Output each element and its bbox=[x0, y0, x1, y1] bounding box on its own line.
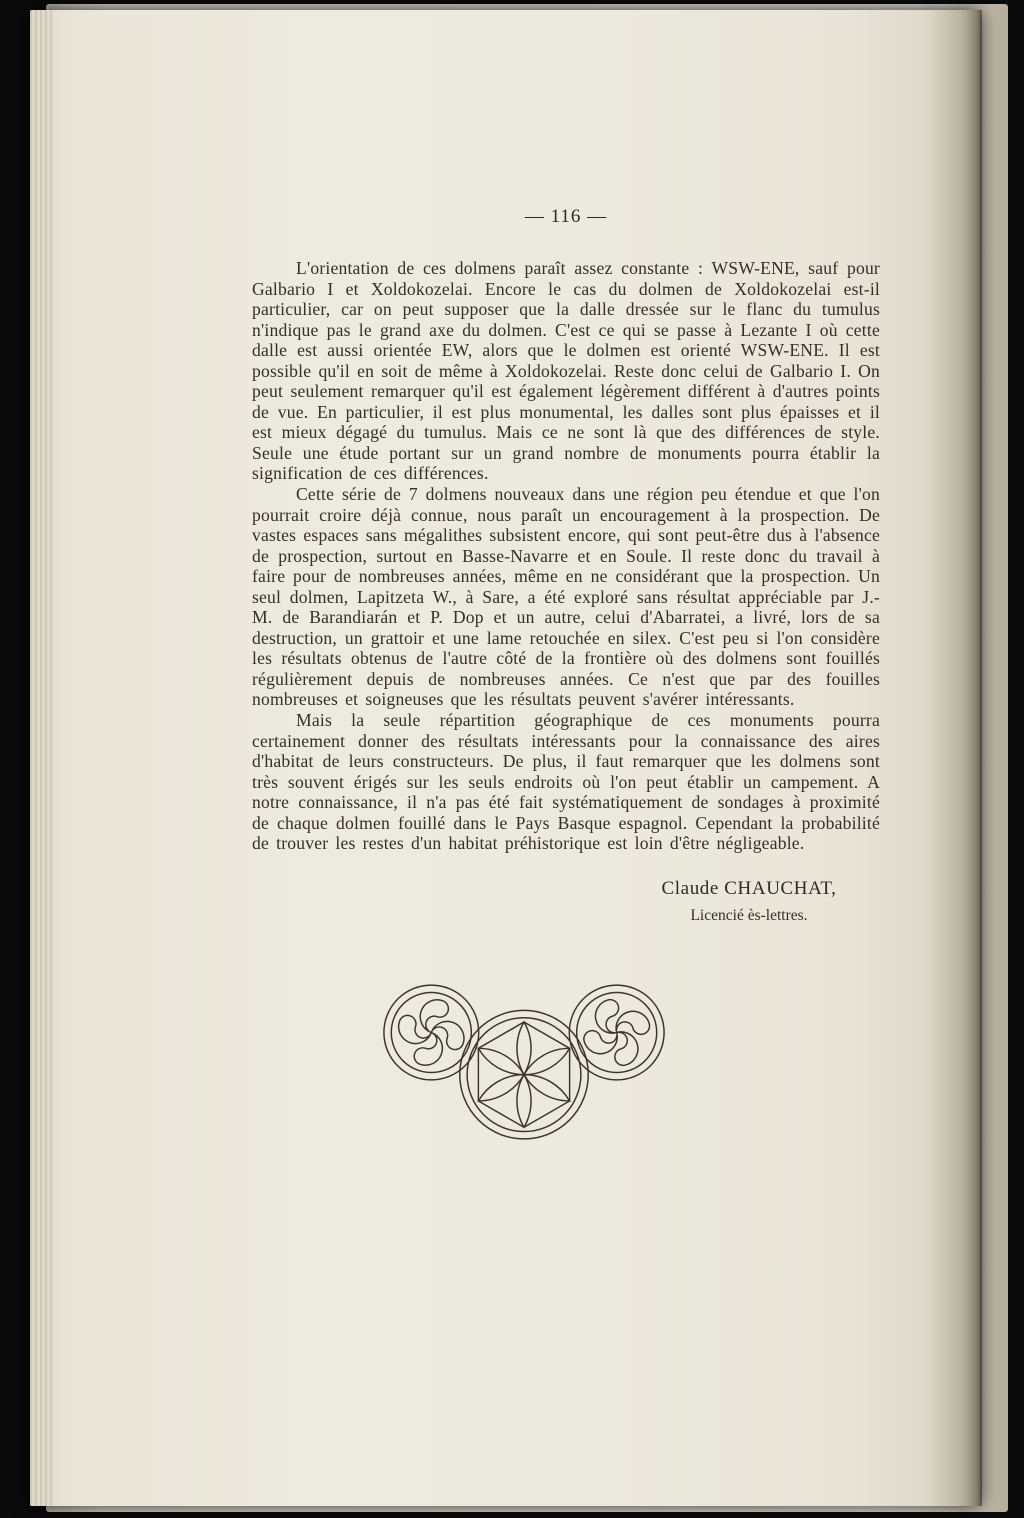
basque-lauburu-rosette-ornament-icon bbox=[376, 983, 672, 1141]
author-signature bbox=[624, 878, 874, 925]
right-lauburu-medallion bbox=[569, 985, 664, 1080]
center-rosette-medallion bbox=[460, 1010, 589, 1139]
book-page bbox=[30, 10, 980, 1506]
paragraph-1: L'orientation de ces dolmens paraît assez constante : WSW-ENE, sauf pour Galbario I et Xoldokozelai. Encore le cas du dolmen de Xoldokozelai est-il particulier, car on peut supposer que la dalle dressée sur le flanc du tumulus n'indique pas le grand axe du dolmen. C'est ce qui se passe à Lezante I où cette dalle est aussi orientée EW, alors que le dolmen est orienté WSW-ENE. Il est possible qu'il en soit de même à Xoldokozelai. Reste donc celui de Galbario I. On peut seulement remarquer qu'il est également légèrement différent à d'autres points de vue. En particulier, il est plus monumental, les dalles sont plus épaisses et il est mieux dégagé du tumulus. Mais ce ne sont là que des différences de style. Seule une étude portant sur un grand nombre de monuments pourra établir la signification de ces différences. bbox=[252, 258, 880, 484]
author-name: Claude CHAUCHAT, bbox=[661, 877, 837, 899]
paragraph-2: Cette série de 7 dolmens nouveaux dans une région peu étendue et que l'on pourrait croire déjà connue, nous paraît un encouragement à la prospection. De vastes espaces sans mégalithes subsistent encore, qui sont peut-être dus à l'absence de prospection, surtout en Basse-Navarre et en Soule. Il reste donc du travail à faire pour de nombreuses années, même en ne considérant que la prospection. Un seul dolmen, Lapitzeta W., à Sare, a été exploré sans résultat appréciable par J.-M. de Barandiarán et P. Dop et un autre, celui d'Abarratei, a livré, lors de sa destruction, un grattoir et une lame retouchée en silex. C'est peu si l'on considère les résultats obtenus de l'autre côté de la frontière où des dolmens sont fouillés régulièrement depuis de nombreuses années. Ce n'est que par des fouilles nombreuses et soigneuses que les résultats peuvent s'avérer intéressants. bbox=[252, 484, 880, 710]
body-text bbox=[252, 258, 880, 854]
author-title: Licencié ès-lettres. bbox=[690, 906, 808, 924]
page-number: — 116 — bbox=[524, 206, 608, 227]
left-lauburu-medallion bbox=[384, 985, 479, 1080]
book-gutter-page-stack bbox=[30, 10, 54, 1506]
ornament-container bbox=[210, 983, 838, 1141]
page-content bbox=[252, 206, 880, 1141]
paragraph-3: Mais la seule répartition géographique de ces monuments pourra certainement donner des résultats intéressants pour la connaissance des aires d'habitat de leurs constructeurs. De plus, il faut remarquer que les dolmens sont très souvent érigés sur les seuls endroits où l'on peut établir un campement. A notre connaissance, il n'a pas été fait systématiquement de sondages à proximité de chaque dolmen fouillé dans le Pays Basque espagnol. Cependant la probabilité de trouver les restes d'un habitat préhistorique est loin d'être négligeable. bbox=[252, 710, 880, 854]
